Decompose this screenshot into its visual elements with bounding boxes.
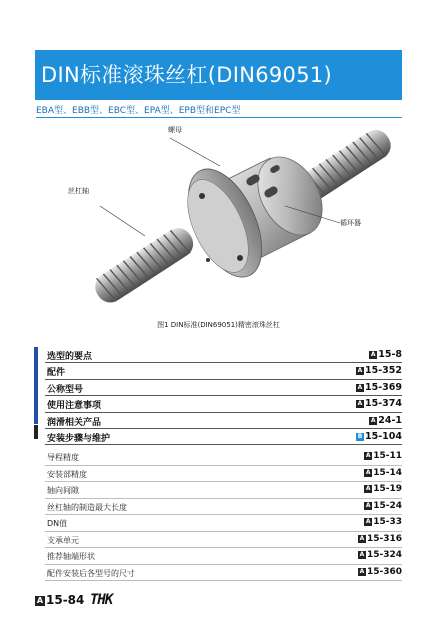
- toc-sub-label: 推荐轴端形状: [47, 552, 95, 561]
- toc-page: 15-369: [365, 381, 402, 393]
- toc-marker-dark: [34, 425, 38, 439]
- page-badge-icon: A: [36, 596, 44, 605]
- page-badge-icon: A: [357, 383, 363, 391]
- label-nut: 螺母: [168, 126, 182, 134]
- toc-label: 公称型号: [47, 384, 84, 395]
- toc-sub-page: 15-14: [373, 467, 402, 478]
- toc-sub-page-ref[interactable]: [364, 484, 402, 494]
- ball-screw-figure: [40, 118, 400, 328]
- page-badge-icon: B: [357, 432, 363, 440]
- toc-page: 15-8: [378, 349, 402, 360]
- toc-sub-page: 15-316: [366, 533, 402, 544]
- toc-sub-row[interactable]: [45, 482, 402, 499]
- toc-sub-row[interactable]: [45, 499, 402, 516]
- toc-label: 选型的要点: [47, 352, 93, 362]
- toc-sub-page-ref[interactable]: [358, 534, 402, 544]
- page-subtitle: EBA型、EBB型、EBC型、EPA型、EPB型和EPC型: [36, 103, 402, 118]
- page-badge-icon: A: [370, 351, 376, 358]
- toc-label: 润滑相关产品: [47, 417, 102, 428]
- toc-sub-row[interactable]: [45, 515, 402, 532]
- toc-sub-label: 导程精度: [47, 453, 79, 462]
- toc-page-ref[interactable]: [356, 382, 402, 393]
- label-shaft: 丝杠轴: [68, 187, 89, 195]
- toc-page-ref[interactable]: [356, 431, 402, 442]
- toc-main: [45, 347, 402, 445]
- toc-page-ref[interactable]: [356, 365, 402, 376]
- toc-sub-page-ref[interactable]: [358, 550, 402, 560]
- toc-sub-row[interactable]: [45, 565, 402, 582]
- toc-label: 安装步骤与维护: [47, 433, 111, 444]
- toc-sub-label: 轴向间隙: [47, 486, 79, 495]
- page-badge-icon: A: [357, 400, 363, 408]
- page-badge-icon: A: [370, 416, 376, 424]
- toc-label: 使用注意事项: [47, 401, 102, 412]
- page-badge-icon: A: [365, 468, 371, 476]
- toc-page: 24-1: [378, 414, 402, 426]
- page-badge-icon: A: [365, 485, 371, 492]
- page-badge-icon: A: [365, 501, 371, 509]
- toc-sub-page: 15-24: [373, 500, 402, 511]
- page-badge-icon: A: [359, 567, 365, 575]
- toc-sub-page: 15-324: [366, 550, 402, 560]
- toc-marker-blue: [34, 347, 38, 424]
- page-badge-icon: A: [365, 452, 371, 459]
- label-circulation: 循环器: [340, 219, 361, 227]
- page-badge-icon: A: [359, 551, 365, 558]
- toc-sub-page-ref[interactable]: [364, 501, 402, 511]
- toc-sub-page-ref[interactable]: [364, 451, 402, 461]
- toc-page: 15-104: [365, 430, 402, 442]
- title-banner: [35, 50, 402, 100]
- page-badge-icon: A: [357, 367, 363, 375]
- toc-sub-row[interactable]: [45, 466, 402, 483]
- toc-sub-label: 配件安装后各型号的尺寸: [47, 568, 135, 578]
- toc-sub-page: 15-33: [373, 517, 402, 527]
- toc-sub-page: 15-11: [373, 451, 402, 461]
- toc-row[interactable]: [45, 429, 402, 445]
- toc-sub-page: 15-360: [366, 566, 402, 577]
- toc-sub-row[interactable]: [45, 449, 402, 466]
- toc-label: 配件: [47, 368, 66, 379]
- toc-page: 15-374: [365, 398, 402, 410]
- toc-sub-row[interactable]: [45, 548, 402, 565]
- toc-sub: [45, 449, 402, 581]
- toc-row[interactable]: [45, 380, 402, 396]
- footer-page-number: [35, 593, 84, 607]
- page-badge-icon: A: [359, 534, 365, 542]
- toc-row[interactable]: [45, 347, 402, 363]
- toc-sub-label: 支承单元: [47, 535, 79, 545]
- toc-page-ref[interactable]: [356, 398, 402, 409]
- banner-divider: [35, 100, 402, 102]
- toc-sub-row[interactable]: [45, 532, 402, 549]
- footer-page: 15-84: [46, 593, 85, 607]
- toc-sub-page: 15-19: [373, 484, 402, 494]
- figure-caption: 图1 DIN标准(DIN69051)精密滚珠丝杠: [157, 321, 280, 329]
- thk-logo: THK: [90, 592, 113, 608]
- page-badge-icon: A: [365, 518, 371, 525]
- page-title: DIN标准滚珠丝杠(DIN69051): [41, 63, 333, 87]
- toc-sub-page-ref[interactable]: [364, 468, 402, 478]
- toc-sub-label: 丝杠轴的制造最大长度: [47, 502, 127, 512]
- toc-page-ref[interactable]: [369, 415, 402, 426]
- toc-row[interactable]: [45, 363, 402, 379]
- toc-sub-label: DN值: [47, 519, 68, 528]
- toc-row[interactable]: [45, 413, 402, 429]
- toc-page: 15-352: [365, 365, 402, 377]
- toc-sub-page-ref[interactable]: [364, 517, 402, 527]
- toc-row[interactable]: [45, 396, 402, 412]
- toc-sub-label: 安装部精度: [47, 469, 87, 479]
- toc-page-ref[interactable]: [369, 349, 402, 360]
- toc-sub-page-ref[interactable]: [358, 567, 402, 577]
